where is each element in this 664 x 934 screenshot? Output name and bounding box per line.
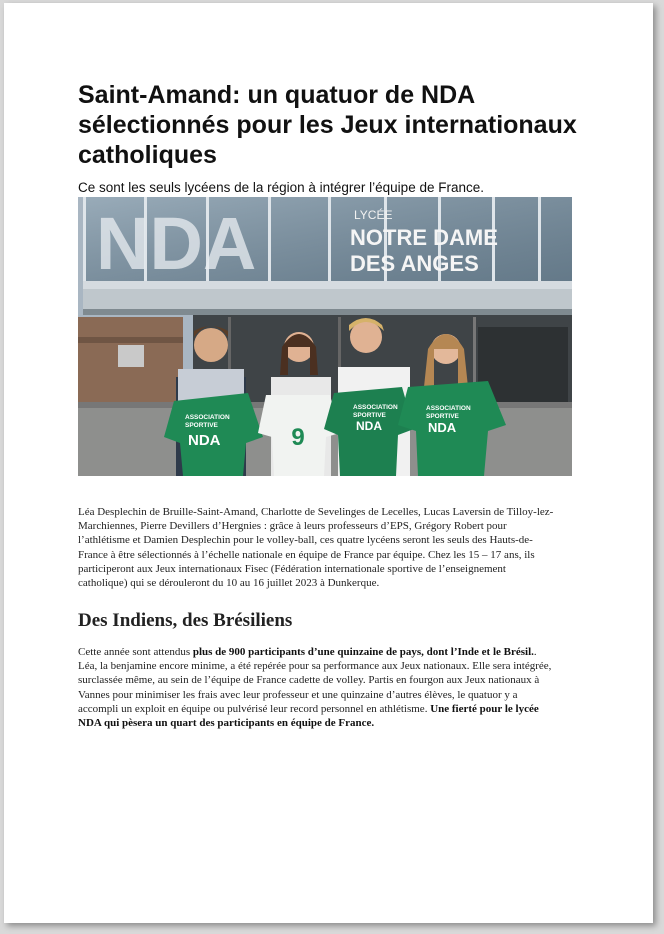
shirt-1-text-line2: SPORTIVE	[185, 422, 218, 429]
jersey-number: 9	[291, 424, 305, 451]
paragraph-2-text-1: Cette année sont attendus	[78, 646, 193, 658]
article-subtitle: Ce sont les seuls lycéens de la région à intégrer l’équipe de France.	[78, 180, 484, 195]
building-sign-line2: DES ANGES	[350, 251, 479, 276]
shirt-4-text-line2: SPORTIVE	[426, 413, 459, 420]
building-big-letters: NDA	[96, 202, 257, 285]
shirt-1-logo: NDA	[188, 432, 221, 449]
paragraph-2-bold-2: Une fierté pour le lycée NDA qui pèsera un quart des participants en équipe de France.	[78, 702, 539, 730]
article-photo	[78, 197, 572, 476]
shirt-3-text-line2: SPORTIVE	[353, 412, 386, 419]
shirt-3-logo: NDA	[356, 419, 382, 433]
shirt-4-logo: NDA	[428, 420, 457, 435]
section-heading: Des Indiens, des Brésiliens	[78, 610, 293, 631]
paragraph-2-text-2: . Léa, la benjamine encore minime, a été repérée pour sa performance aux Jeux nationaux. Elle sera intégrée, surclassée même, au sein de l’équipe de France cadette de volley. Partis en fourgon aux Jeux nationaux à Vannes pour minimiser les frais avec leur professeur et une quinzaine d’autres élèves, le quatuor y a accompli un exploit en équipe ou pulvérisé leur record personnel en athlétisme.	[78, 646, 552, 715]
article-paragraph-1: Léa Desplechin de Bruille-Saint-Amand, Charlotte de Sevelinges de Lecelles, Lucas Laversin de Tilloy-lez-Marchiennes, Pierre Devillers d’Hergnies : grâce à leurs professeurs d’EPS, Grégory Robert pour l’athlétisme et Damien Desplechin pour le volley-ball, ces quatre lycéens seront les seuls des Hauts-de-France à être sélectionnés à l’échelle nationale en équipe de France par équipe. Chez les 15 – 17 ans, ils participeront aux Jeux internationaux Fisec (Fédération internationale sportive de l’enseignement catholique) qui se dérouleront du 10 au 16 juillet 2023 à Dunkerque.	[78, 506, 554, 590]
shirt-1-text-line1: ASSOCIATION	[185, 414, 230, 421]
building-sign-line1: NOTRE DAME	[350, 225, 498, 250]
photo-illustration	[78, 197, 572, 476]
article-paragraph-2	[78, 645, 558, 730]
shirt-3-text-line1: ASSOCIATION	[353, 404, 398, 411]
paragraph-2-bold-1: plus de 900 participants d’une quinzaine de pays, dont l’Inde et le Brésil.	[192, 646, 534, 658]
shirt-4-text-line1: ASSOCIATION	[426, 405, 471, 412]
building-sign-small: LYCÉE	[354, 208, 393, 222]
article-title: Saint-Amand: un quatuor de NDA sélectionnés pour les Jeux internationaux catholiques	[78, 81, 577, 169]
